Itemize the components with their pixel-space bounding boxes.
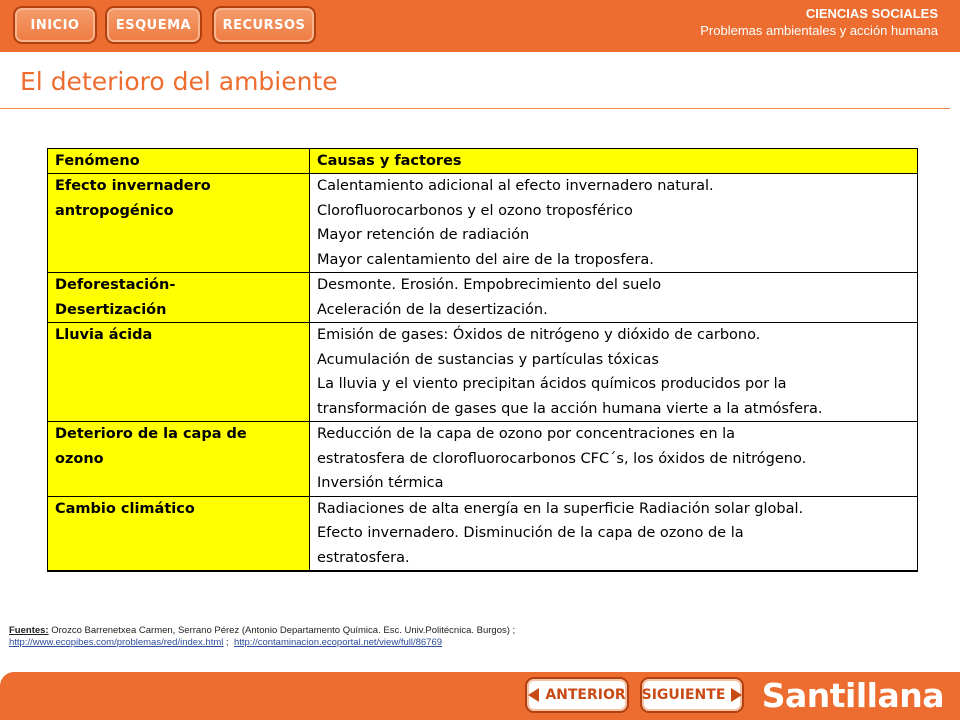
recursos-button[interactable]: RECURSOS: [212, 6, 316, 44]
table-row: [48, 496, 918, 571]
phenomenon-line: Desertización: [55, 301, 167, 318]
phenomenon-cell: [48, 174, 310, 273]
causes-cell: [310, 323, 918, 422]
phenomenon-cell: [48, 496, 310, 571]
cause-line: Aceleración de la desertización.: [317, 301, 548, 318]
phenomenon-line: Cambio climático: [55, 500, 195, 517]
phenomenon-cell: [48, 422, 310, 497]
cause-line: Emisión de gases: Óxidos de nitrógeno y dióxido de carbono.: [317, 327, 761, 343]
causes-cell: [310, 496, 918, 571]
subject-header: [700, 5, 938, 39]
sources-links: [9, 637, 515, 649]
phenomenon-line: ozono: [55, 450, 104, 467]
cause-line: Acumulación de sustancias y partículas tóxicas: [317, 351, 659, 368]
next-label: SIGUIENTE: [641, 687, 726, 703]
phenomenon-line: Efecto invernadero: [55, 178, 211, 194]
table-header-row: [48, 149, 918, 174]
phenomenon-line: Deterioro de la capa de: [55, 426, 247, 442]
cause-line: Clorofluorocarbonos y el ozono troposférico: [317, 202, 633, 219]
cause-line: Mayor calentamiento del aire de la troposfera.: [317, 251, 654, 268]
header-fenomeno: Fenómeno: [48, 149, 310, 174]
phenomenon-cell: [48, 323, 310, 422]
phenomenon-line: Deforestación-: [55, 277, 176, 293]
sources-separator: ;: [223, 637, 234, 648]
inicio-button[interactable]: INICIO: [13, 6, 97, 44]
environment-table: [47, 148, 918, 572]
title-divider: [0, 108, 950, 109]
cause-line: Calentamiento adicional al efecto invernadero natural.: [317, 178, 714, 194]
cause-line: Inversión térmica: [317, 475, 444, 491]
causes-cell: [310, 174, 918, 273]
header-causas: Causas y factores: [310, 149, 918, 174]
table-row: [48, 174, 918, 273]
sources-label: Fuentes:: [9, 625, 49, 636]
source-link-ecopibes[interactable]: http://www.ecopibes.com/problemas/red/index.html: [9, 637, 224, 648]
sources-line: [9, 625, 515, 637]
cause-line: La lluvia y el viento precipitan ácidos químicos producidos por la: [317, 376, 787, 392]
prev-button[interactable]: [525, 677, 629, 713]
phenomenon-line: Lluvia ácida: [55, 327, 153, 343]
page-title: El deterioro del ambiente: [20, 67, 338, 96]
table-row: [48, 273, 918, 323]
causes-cell: [310, 273, 918, 323]
table-row: [48, 422, 918, 497]
cause-line: Desmonte. Erosión. Empobrecimiento del suelo: [317, 277, 662, 293]
causes-cell: [310, 422, 918, 497]
cause-line: Radiaciones de alta energía en la superficie Radiación solar global.: [317, 500, 804, 517]
cause-line: estratosfera de clorofluorocarbonos CFC´s, los óxidos de nitrógeno.: [317, 450, 807, 467]
sources-note: [9, 625, 515, 649]
cause-line: transformación de gases que la acción humana vierte a la atmósfera.: [317, 400, 823, 417]
cause-line: Mayor retención de radiación: [317, 227, 530, 243]
brand-logo: Santillana: [761, 676, 944, 715]
table-row: [48, 323, 918, 422]
phenomenon-cell: [48, 273, 310, 323]
subject-name: CIENCIAS SOCIALES: [805, 6, 938, 21]
cause-line: Reducción de la capa de ozono por concentraciones en la: [317, 426, 736, 442]
cause-line: Efecto invernadero. Disminución de la capa de ozono de la: [317, 525, 744, 541]
triangle-left-icon: [528, 688, 539, 702]
triangle-right-icon: [731, 688, 742, 702]
esquema-button[interactable]: ESQUEMA: [105, 6, 202, 44]
next-button[interactable]: [640, 677, 744, 713]
source-link-ecoportal[interactable]: http://contaminacion.ecoportal.net/view/full/86769: [233, 637, 443, 648]
cause-line: estratosfera.: [317, 549, 410, 566]
unit-name: Problemas ambientales y acción humana: [700, 23, 938, 38]
prev-label: ANTERIOR: [545, 687, 626, 703]
sources-text: Orozco Barrenetxea Carmen, Serrano Pérez (Antonio Departamento Química. Esc. Univ.Politécnica. Burgos) ;: [48, 625, 516, 636]
phenomenon-line: antropogénico: [55, 202, 174, 219]
